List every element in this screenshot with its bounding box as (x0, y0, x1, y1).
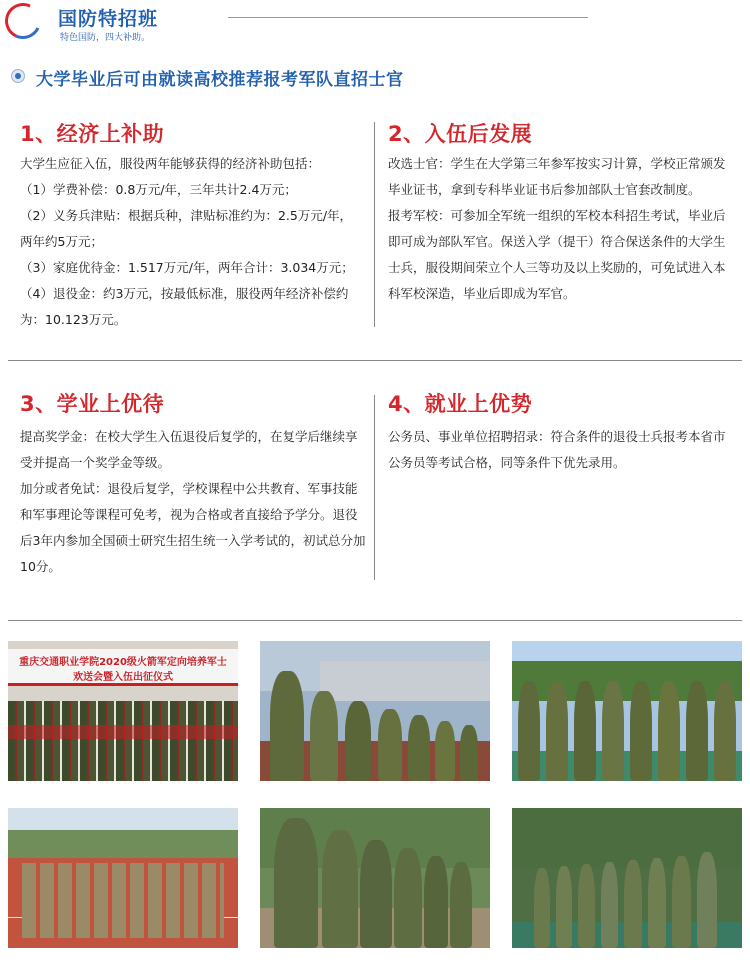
training-photo-3 (8, 808, 238, 948)
training-photo-5 (512, 808, 742, 948)
paragraph: 提高奖学金：在校大学生入伍退役后复学的，在复学后继续享受并提高一个奖学金等级。 (20, 429, 358, 470)
banner-line-2: 欢送会暨入伍出征仪式 (73, 672, 173, 683)
section-title-economic: 1、经济上补助 (20, 122, 165, 146)
logo-icon (0, 0, 46, 44)
bullet-icon (11, 69, 25, 83)
column-divider (374, 395, 375, 580)
paragraph: （4）退役金：约3万元，按最低标准，服役两年经济补偿约为：10.123万元。 (20, 286, 349, 327)
column-divider (374, 122, 375, 327)
section-body-development (388, 151, 733, 307)
paragraph: 改选士官：学生在大学第三年参军按实习计算，学校正常颁发毕业证书，拿到专科毕业证书后参加部队士官套改制度。 (388, 156, 726, 197)
section-body-academic (20, 424, 368, 580)
crowd (8, 701, 238, 781)
section-title-employment: 4、就业上优势 (388, 392, 533, 416)
section-body-employment (388, 424, 733, 476)
banner-line-1: 重庆交通职业学院2020级火箭军定向培养军士 (19, 657, 227, 668)
ceremony-photo (8, 641, 238, 781)
sash-row (8, 725, 238, 739)
training-photo-4 (260, 808, 490, 948)
page-subtitle: 大学毕业后可由就读高校推荐报考军队直招士官 (36, 70, 404, 90)
row-divider (8, 360, 742, 361)
paragraph: 报考军校：可参加全军统一组织的军校本科招生考试，毕业后即可成为部队军官。保送入学（提干）符合保送条件的大学生士兵，服役期间荣立个人三等功及以上奖励的，可免试进入本科军校深造，毕业后即成为军官。 (388, 208, 726, 301)
brand-subtitle: 特色国防，四大补助。 (60, 33, 151, 43)
ceremony-banner (8, 649, 238, 686)
paragraph: 公务员、事业单位招聘招录：符合条件的退役士兵报考本省市公务员等考试合格，同等条件下优先录用。 (388, 429, 726, 470)
paragraph: 加分或者免试：退役后复学，学校课程中公共教育、军事技能和军事理论等课程可免考，视为合格或者直接给予学分。退役后3年内参加全国硕士研究生招生统一入学考试的，初试总分加10分。 (20, 481, 366, 574)
paragraph: （1）学费补偿：0.8万元/年，三年共计2.4万元； (20, 182, 297, 197)
section-title-academic: 3、学业上优待 (20, 392, 165, 416)
header-divider (228, 17, 588, 18)
paragraph: （3）家庭优待金：1.517万元/年，两年合计：3.034万元； (20, 260, 354, 275)
training-photo-1 (260, 641, 490, 781)
photo-divider (8, 620, 742, 621)
training-photo-2 (512, 641, 742, 781)
section-title-development: 2、入伍后发展 (388, 122, 533, 146)
paragraph: （2）义务兵津贴：根据兵种，津贴标准约为：2.5万元/年，两年约5万元； (20, 208, 353, 249)
brand-title: 国防特招班 (58, 8, 159, 30)
paragraph: 大学生应征入伍，服役两年能够获得的经济补助包括： (20, 156, 321, 171)
section-body-economic (20, 151, 360, 333)
